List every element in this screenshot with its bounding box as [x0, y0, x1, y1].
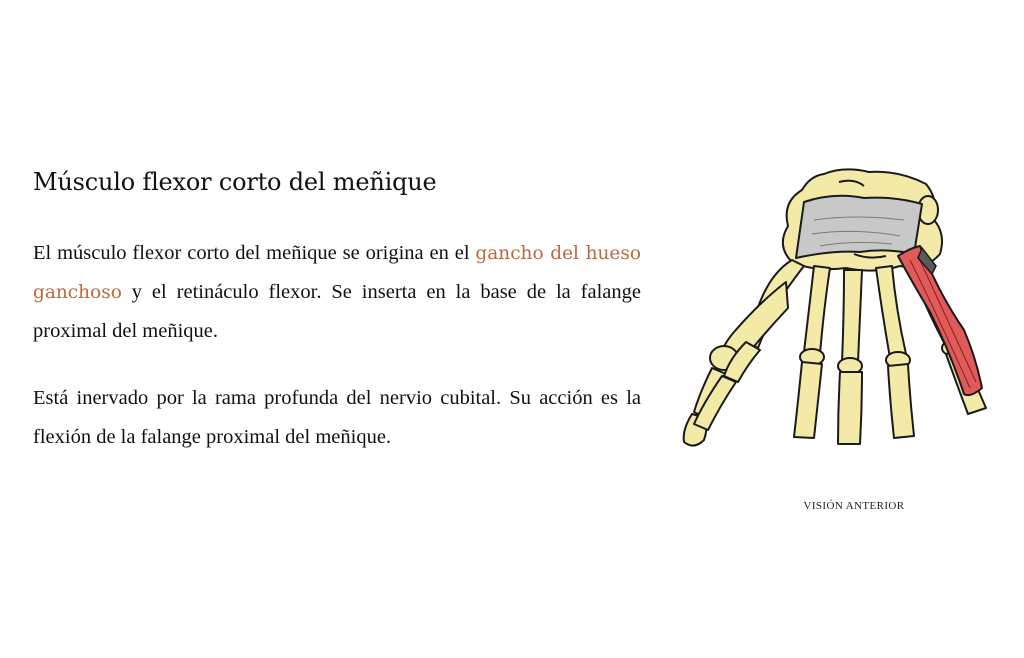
figure-caption: VISIÓN ANTERIOR: [803, 500, 905, 512]
flexor-retinaculum: [796, 196, 922, 258]
page-title: Músculo flexor corto del meñique: [33, 168, 437, 196]
hand-anatomy-illustration: [664, 162, 1004, 458]
article-text: [33, 168, 641, 457]
origin-insertion-paragraph: [33, 234, 641, 351]
flexor-digiti-minimi-brevis-muscle: [898, 246, 982, 395]
para1-text-start: El músculo flexor corto del meñique se origina en el: [33, 242, 476, 264]
innervation-action-paragraph: Está inervado por la rama profunda del nervio cubital. Su acción es la flexión de la falange proximal del meñique.: [33, 387, 641, 448]
para1-text-end: y el retináculo flexor. Se inserta en la base de la falange proximal del meñique.: [33, 281, 641, 342]
hamate-hook-link[interactable]: gancho del hueso ganchoso: [33, 243, 641, 303]
